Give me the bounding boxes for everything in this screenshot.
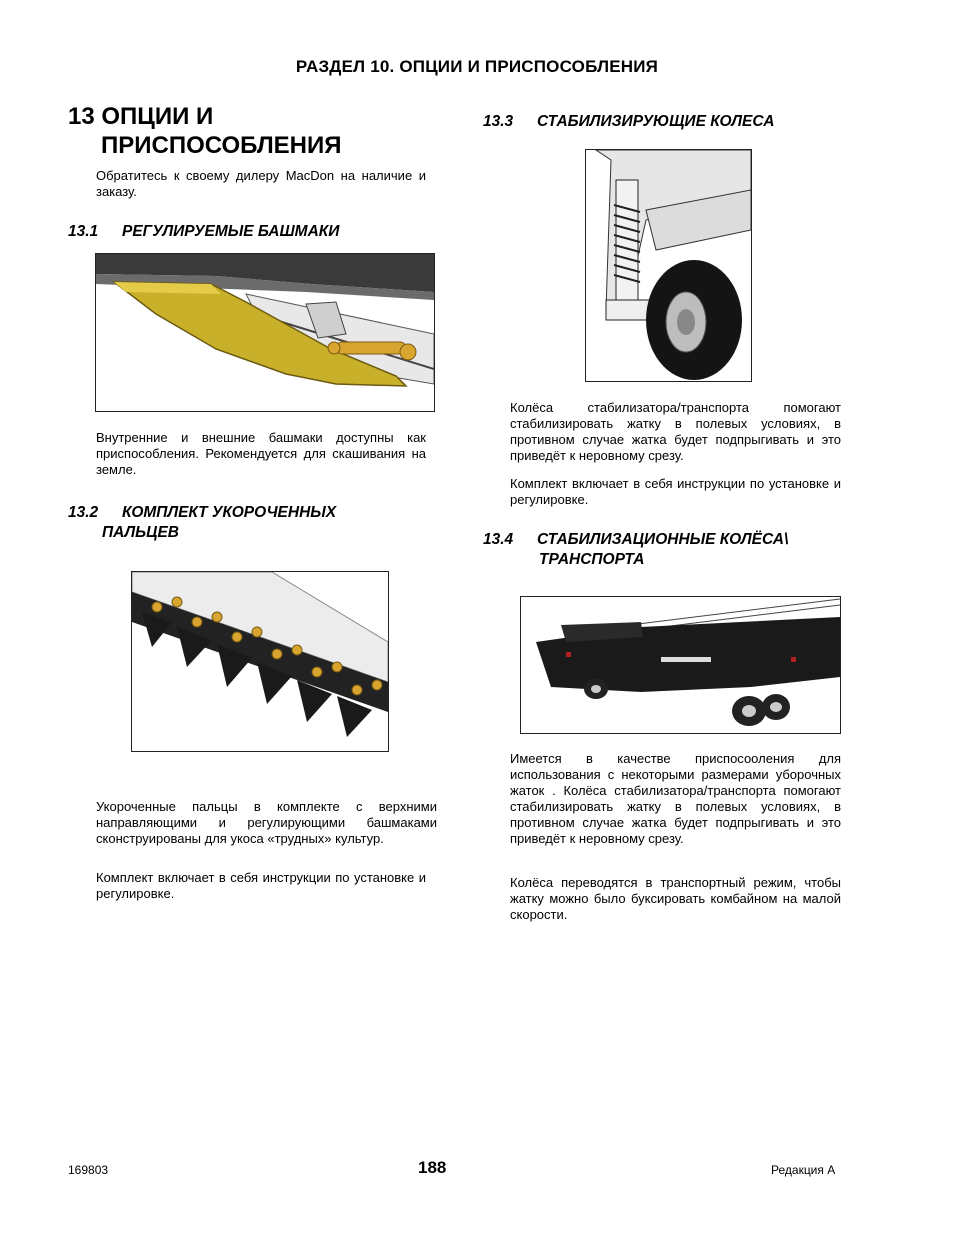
section-13-4-number: 13.4: [483, 531, 514, 548]
doc-number: 169803: [68, 1163, 109, 1177]
section-13-4-text-1: Имеется в качестве приспосооления для использования с некоторыми размерами уборочных жаток . Колёса стабилизатора/транспорта помогают стабилизировать жатку в полевых условиях, в противном случае жатка будет подпрыгивать и это приведёт к неровному срезу.: [510, 751, 841, 846]
revision-label: Редакция А: [771, 1163, 836, 1177]
section-13-2-text-1: Укороченные пальцы в комплекте с верхними направляющими и регулирующими башмаками сконструированы для укоса «трудных» культур.: [96, 799, 437, 846]
section-13-2-number: 13.2: [68, 504, 99, 521]
section-13-3-text-2: Комплект включает в себя инструкции по установке и регулировке.: [510, 476, 841, 507]
chapter-title-line2: ПРИСПОСОБЛЕНИЯ: [101, 132, 342, 159]
section-13-4-text-2: Колёса переводятся в транспортный режим, чтобы жатку можно было буксировать комбайном на малой скорости.: [510, 875, 841, 922]
section-13-2-title-line2: ПАЛЬЦЕВ: [102, 524, 179, 541]
section-13-4-heading: [483, 530, 788, 570]
chapter-intro: Обратитесь к своему дилеру MacDon на наличие и заказу.: [96, 168, 426, 199]
section-13-2-heading: [68, 503, 336, 543]
transport-wheels-figure: [520, 596, 841, 734]
section-13-1-title: РЕГУЛИРУЕМЫЕ БАШМАКИ: [122, 223, 340, 240]
section-13-3-title: СТАБИЛИЗИРУЮЩИЕ КОЛЕСА: [537, 113, 775, 130]
short-guards-kit-figure: [131, 571, 389, 752]
section-13-4-title-line2: ТРАНСПОРТА: [539, 551, 645, 568]
section-13-4-title-line1: СТАБИЛИЗАЦИОННЫЕ КОЛЁСА\: [537, 531, 789, 548]
page-number: 188: [418, 1158, 447, 1177]
section-header: РАЗДЕЛ 10. ОПЦИИ И ПРИСПОСОБЛЕНИЯ: [295, 57, 659, 76]
adjustable-shoes-figure: [95, 253, 435, 412]
section-13-2-text-2: Комплект включает в себя инструкции по установке и регулировке.: [96, 870, 426, 901]
stabilizer-wheels-figure: [585, 149, 752, 382]
section-13-3-heading: [483, 112, 774, 132]
section-13-1-heading: [68, 222, 339, 242]
section-13-1-text: Внутренние и внешние башмаки доступны как приспособления. Рекомендуется для скашивания на земле.: [96, 430, 426, 477]
section-13-3-number: 13.3: [483, 113, 514, 130]
section-13-2-title-line1: КОМПЛЕКТ УКОРОЧЕННЫХ: [122, 504, 337, 521]
section-13-1-number: 13.1: [68, 223, 99, 240]
chapter-title-line1: 13 ОПЦИИ И: [68, 103, 214, 130]
section-13-3-text-1: Колёса стабилизатора/транспорта помогают стабилизировать жатку в полевых условиях, в противном случае жатка будет подпрыгивать и это приведёт к неровному срезу.: [510, 400, 841, 463]
chapter-title: [68, 102, 342, 160]
